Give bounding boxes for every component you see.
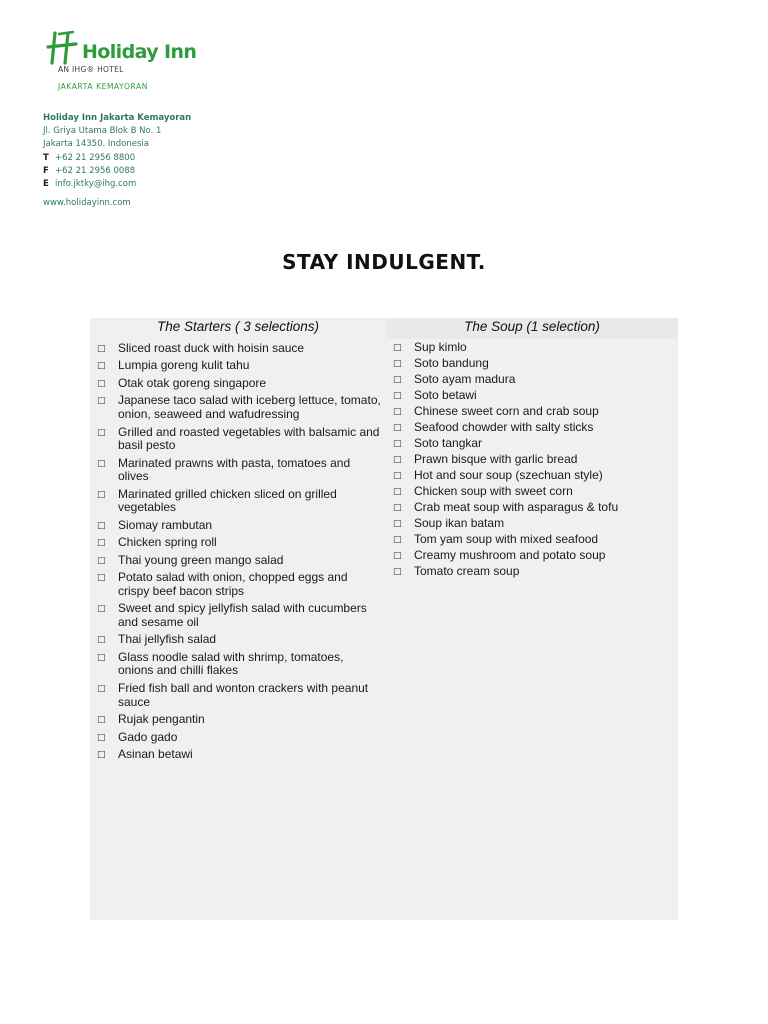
email-address: info.jktky@ihg.com <box>55 179 137 190</box>
checkbox-bullet-icon: □ <box>97 635 106 646</box>
menu-item-label: Soto betawi <box>414 387 477 402</box>
menu-item <box>386 565 678 579</box>
fax-label: F <box>43 165 49 176</box>
menu-item-label: Soup ikan batam <box>414 515 505 530</box>
soup-column <box>386 318 678 581</box>
email-label: E <box>43 179 49 190</box>
checkbox-bullet-icon: □ <box>393 406 402 417</box>
checkbox-bullet-icon: □ <box>97 749 106 760</box>
menu-item <box>90 602 386 629</box>
menu-item <box>90 394 386 421</box>
hotel-address <box>43 112 191 210</box>
soup-list <box>386 341 678 578</box>
menu-item-label: Marinated grilled chicken sliced on grilled vegetables <box>118 486 337 515</box>
menu-item-label: Marinated prawns with pasta, tomatoes and olives <box>118 455 351 484</box>
menu-item <box>90 536 386 550</box>
checkbox-bullet-icon: □ <box>393 358 402 369</box>
checkbox-bullet-icon: □ <box>393 486 402 497</box>
checkbox-bullet-icon: □ <box>97 683 106 694</box>
menu-item <box>386 485 678 499</box>
phone-label: T <box>43 152 49 163</box>
menu-item-label: Siomay rambutan <box>118 517 213 532</box>
menu-item <box>90 359 386 373</box>
menu-item <box>90 457 386 484</box>
checkbox-bullet-icon: □ <box>97 604 106 615</box>
checkbox-bullet-icon: □ <box>97 344 106 354</box>
menu-item-label: Fried fish ball and wonton crackers with peanut sauce <box>118 680 369 709</box>
hotel-name: Holiday Inn Jakarta Kemayoran <box>43 113 192 123</box>
menu-item-label: Soto tangkar <box>414 435 483 450</box>
checkbox-bullet-icon: □ <box>97 715 106 726</box>
menu-item-label: Tom yam soup with mixed seafood <box>414 531 599 546</box>
logo-wordmark: Holiday Inn <box>82 41 197 63</box>
soup-heading: The Soup (1 selection) <box>386 318 678 339</box>
menu-item <box>386 469 678 483</box>
fax-row <box>43 165 191 178</box>
menu-item <box>386 389 678 403</box>
checkbox-bullet-icon: □ <box>393 518 402 529</box>
menu-item-label: Creamy mushroom and potato soup <box>414 547 606 562</box>
checkbox-bullet-icon: □ <box>393 566 402 577</box>
phone-number: +62 21 2956 8800 <box>55 152 136 163</box>
menu-item-label: Crab meat soup with asparagus & tofu <box>414 499 619 514</box>
menu-item-label: Otak otak goreng singapore <box>118 375 267 390</box>
checkbox-bullet-icon: □ <box>97 396 106 407</box>
menu-item-label: Sliced roast duck with hoisin sauce <box>118 341 305 355</box>
checkbox-bullet-icon: □ <box>97 732 106 743</box>
menu-item <box>90 377 386 391</box>
menu-item <box>90 554 386 568</box>
checkbox-bullet-icon: □ <box>97 427 106 438</box>
menu-item-label: Chinese sweet corn and crab soup <box>414 403 599 418</box>
menu-item <box>386 501 678 515</box>
menu-item <box>386 533 678 547</box>
menu-item <box>386 373 678 387</box>
menu-item <box>90 713 386 727</box>
menu-panel <box>90 318 678 920</box>
checkbox-bullet-icon: □ <box>393 438 402 449</box>
logo-location: JAKARTA KEMAYORAN <box>58 82 148 91</box>
menu-item-label: Prawn bisque with garlic bread <box>414 451 578 466</box>
logo-tagline: AN IHG® HOTEL <box>58 65 124 74</box>
checkbox-bullet-icon: □ <box>97 458 106 469</box>
menu-item-label: Hot and sour soup (szechuan style) <box>414 467 603 482</box>
menu-item <box>90 731 386 745</box>
checkbox-bullet-icon: □ <box>393 390 402 401</box>
checkbox-bullet-icon: □ <box>393 550 402 561</box>
menu-item-label: Tomato cream soup <box>414 563 520 578</box>
checkbox-bullet-icon: □ <box>97 378 106 389</box>
menu-item <box>386 453 678 467</box>
menu-item-label: Glass noodle salad with shrimp, tomatoes, onions and chilli flakes <box>118 649 344 678</box>
starters-list <box>90 342 386 762</box>
checkbox-bullet-icon: □ <box>97 361 106 372</box>
menu-item <box>386 437 678 451</box>
address-line-1: Jl. Griya Utama Blok B No. 1 <box>43 126 162 137</box>
checkbox-bullet-icon: □ <box>393 422 402 433</box>
checkbox-bullet-icon: □ <box>97 489 106 500</box>
menu-item-label: Chicken soup with sweet corn <box>414 483 573 498</box>
menu-item <box>90 748 386 762</box>
checkbox-bullet-icon: □ <box>97 652 106 663</box>
menu-item-label: Asinan betawi <box>118 746 193 761</box>
menu-item <box>386 405 678 419</box>
checkbox-bullet-icon: □ <box>393 470 402 481</box>
menu-item-label: Thai jellyfish salad <box>118 632 217 647</box>
menu-item-label: Japanese taco salad with iceberg lettuce, tomato, onion, seaweed and wafudressing <box>118 393 381 422</box>
menu-item-label: Gado gado <box>118 729 178 744</box>
menu-item-label: Lumpia goreng kulit tahu <box>118 358 250 373</box>
menu-item <box>90 342 386 356</box>
menu-item <box>386 517 678 531</box>
menu-item-label: Sup kimlo <box>414 340 467 354</box>
starters-heading: The Starters ( 3 selections) <box>156 319 320 334</box>
address-line-2: Jakarta 14350. Indonesia <box>43 139 149 150</box>
checkbox-bullet-icon: □ <box>393 374 402 385</box>
menu-item <box>90 651 386 678</box>
menu-item-label: Seafood chowder with salty sticks <box>414 419 594 434</box>
menu-item-label: Thai young green mango salad <box>118 552 284 567</box>
menu-item <box>90 571 386 598</box>
menu-item <box>386 341 678 355</box>
menu-item-label: Rujak pengantin <box>118 712 205 727</box>
starters-column <box>90 318 386 765</box>
checkbox-bullet-icon: □ <box>393 534 402 545</box>
menu-item-label: Soto bandung <box>414 355 489 370</box>
checkbox-bullet-icon: □ <box>393 343 402 353</box>
menu-item <box>90 426 386 453</box>
fax-number: +62 21 2956 0088 <box>55 165 136 176</box>
website: www.holidayinn.com <box>43 198 131 209</box>
menu-item-label: Potato salad with onion, chopped eggs and crispy beef bacon strips <box>118 570 348 598</box>
menu-item <box>90 519 386 533</box>
menu-item <box>90 682 386 709</box>
checkbox-bullet-icon: □ <box>97 555 106 566</box>
checkbox-bullet-icon: □ <box>97 573 106 584</box>
checkbox-bullet-icon: □ <box>97 520 106 531</box>
checkbox-bullet-icon: □ <box>97 538 106 549</box>
menu-item-label: Soto ayam madura <box>414 371 516 386</box>
menu-item-label: Sweet and spicy jellyfish salad with cucumbers and sesame oil <box>118 601 367 629</box>
menu-item <box>90 488 386 515</box>
menu-item <box>386 357 678 371</box>
menu-item <box>386 549 678 563</box>
holiday-inn-h-icon <box>46 30 80 66</box>
phone-row <box>43 152 191 165</box>
checkbox-bullet-icon: □ <box>393 454 402 465</box>
email-row <box>43 178 191 191</box>
menu-item <box>386 421 678 435</box>
checkbox-bullet-icon: □ <box>393 502 402 513</box>
menu-item <box>90 633 386 647</box>
hotel-logo <box>46 30 197 91</box>
menu-item-label: Chicken spring roll <box>118 535 217 550</box>
page-title: STAY INDULGENT. <box>282 250 486 274</box>
menu-item-label: Grilled and roasted vegetables with balsamic and basil pesto <box>118 424 380 453</box>
